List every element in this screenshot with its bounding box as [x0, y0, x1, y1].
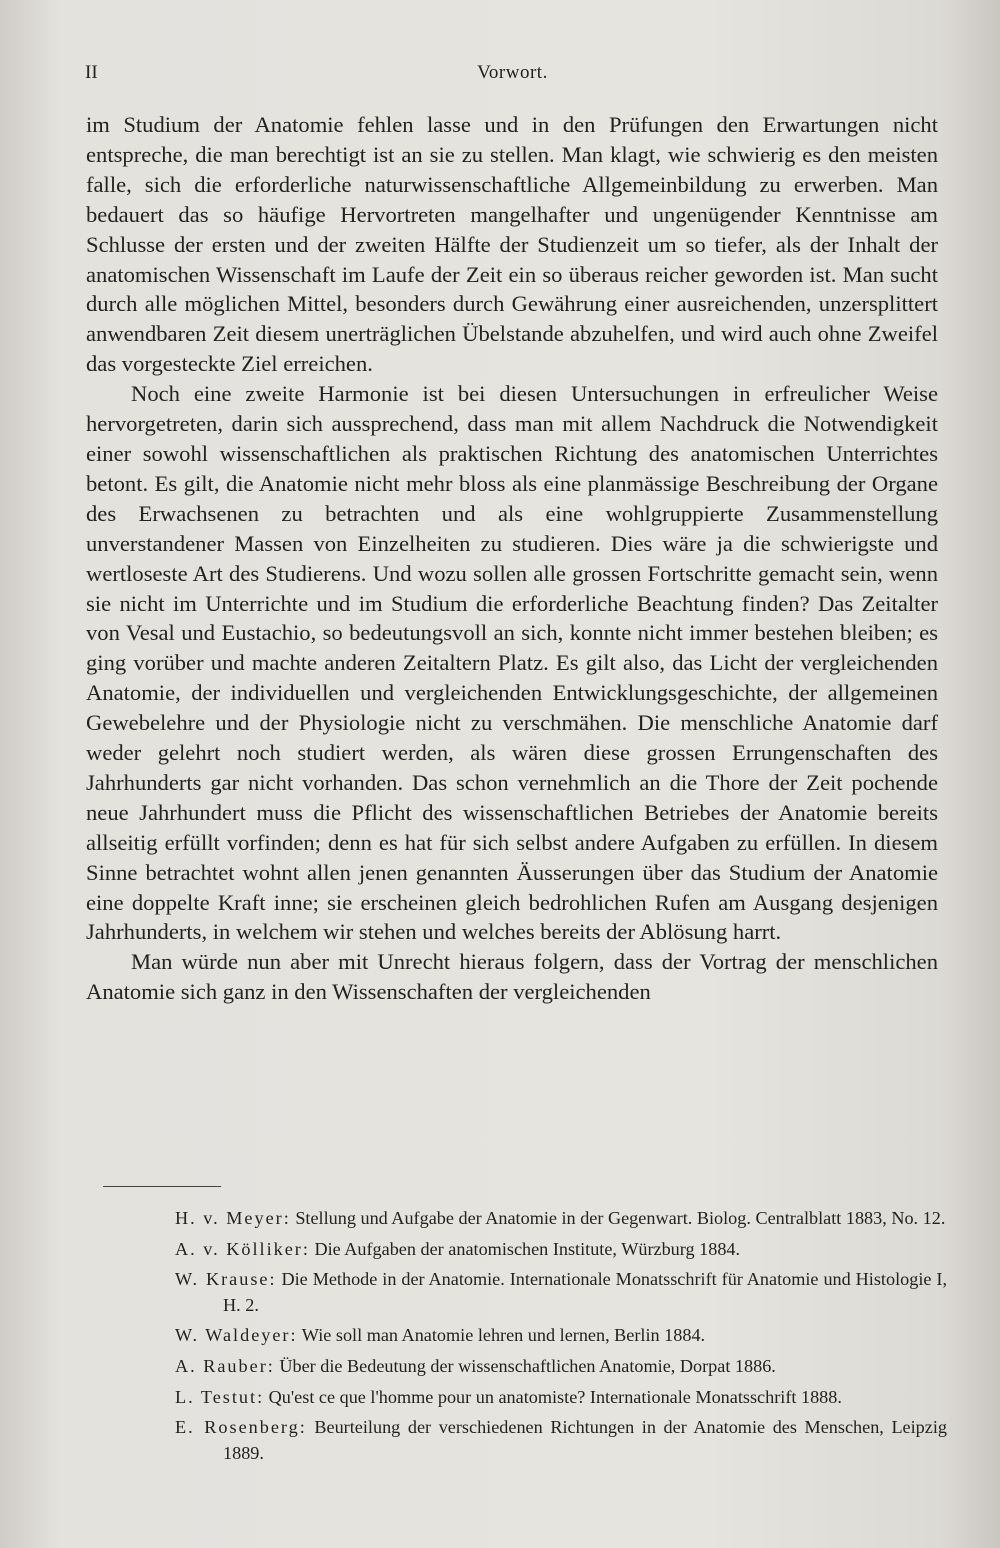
- footnote-author: L. Testut:: [175, 1386, 265, 1407]
- footnote-item: [175, 1237, 947, 1263]
- footnote-text: Qu'est ce que l'homme pour un anatomiste? Internationale Monatsschrift 1888.: [264, 1386, 842, 1407]
- footnote-item: [175, 1354, 947, 1380]
- footnote-text: Wie soll man Anatomie lehren und lernen, Berlin 1884.: [297, 1325, 706, 1346]
- footnote-author: A. Rauber:: [175, 1355, 275, 1376]
- footnote-text: Die Aufgaben der anatomischen Institute, Würzburg 1884.: [309, 1238, 741, 1259]
- paragraph-3: Man würde nun aber mit Unrecht hieraus folgern, dass der Vortrag der menschlichen Anatomie sich ganz in den Wissenschaften der vergleichenden: [86, 949, 938, 1005]
- footnote-author: W. Waldeyer:: [175, 1325, 298, 1346]
- running-title: Vorwort.: [477, 62, 548, 83]
- footnotes: [175, 1206, 947, 1471]
- footnote-author: H. v. Meyer:: [175, 1208, 291, 1228]
- footnote-item: [175, 1267, 947, 1318]
- footnote-text: Über die Bedeutung der wissenschaftlichen Anatomie, Dorpat 1886.: [274, 1355, 776, 1376]
- page-number: II: [85, 62, 98, 83]
- paragraph-2: Noch eine zweite Harmonie ist bei diesen Untersuchungen in erfreulicher Weise hervorgetreten, darin sich aussprechend, dass man mit allem Nachdruck die Notwendigkeit einer sowohl wissenschaftlichen als praktischen Richtung des anatomischen Unterrichtes betont. Es gilt, die Anatomie nicht mehr bloss als eine planmässige Beschreibung der Organe des Erwachsenen zu betrachten und als eine wohlgruppierte Zusammenstellung unverstandener Massen von Einzelheiten zu studieren. Dies wäre ja die schwierigste und wertloseste Art des Studierens. Und wozu sollen alle grossen Fortschritte gemacht sein, wenn sie nicht im Unterrichte und im Studium die erforderliche Beachtung finden? Das Zeitalter von Vesal und Eustachio, so bedeutungsvoll an sich, konnte nicht immer bestehen bleiben; es ging vorüber und machte anderen Zeitaltern Platz. Es gilt also, das Licht der vergleichenden Anatomie, der individuellen und vergleichenden Entwicklungsgeschichte, der allgemeinen Gewebelehre und der Physiologie nicht zu verschmähen. Die menschliche Anatomie darf weder gelehrt noch studiert werden, als wären diese grossen Errungenschaften des Jahrhunderts gar nicht vorhanden. Das schon vernehmlich an die Thore der Zeit pochende neue Jahrhundert muss die Pflicht des wissenschaftlichen Betriebes der Anatomie bereits allseitig erfüllt vorfinden; denn es hat für sich selbst andere Aufgaben zu erfüllen. In diesem Sinne betrachtet wohnt allen jenen genannten Äusserungen über das Studium der Anatomie eine doppelte Kraft inne; sie erscheinen gleich bedrohlichen Rufen am Ausgang desjenigen Jahrhunderts, in welchem wir stehen und welches bereits der Ablösung harrt.: [86, 381, 938, 945]
- footnote-author: E. Rosenberg:: [175, 1417, 307, 1438]
- footnote-item: [175, 1415, 947, 1466]
- footnote-text: Die Methode in der Anatomie. Internationale Monatsschrift für Anatomie und Histologie I, H. 2.: [223, 1269, 947, 1315]
- footnote-item: [175, 1323, 947, 1349]
- footnote-text: Stellung und Aufgabe der Anatomie in der Gegenwart. Biolog. Centralblatt 1883, No. 12.: [290, 1208, 946, 1228]
- footnote-author: A. v. Kölliker:: [175, 1238, 310, 1259]
- body-text: [86, 110, 938, 1007]
- footnote-item: [175, 1206, 947, 1232]
- footnote-text: Beurteilung der verschiedenen Richtungen in der Anatomie des Menschen, Leipzig 1889.: [223, 1417, 947, 1463]
- footnote-item: [175, 1385, 947, 1411]
- footnote-author: W. Krause:: [175, 1269, 277, 1290]
- footnote-separator: [103, 1186, 221, 1187]
- page-header: [85, 62, 940, 92]
- paragraph-1: im Studium der Anatomie fehlen lasse und in den Prüfungen den Erwartungen nicht entspreche, die man berechtigt ist an sie zu stellen. Man klagt, wie schwierig es den meisten falle, sich die erforderliche naturwissenschaftliche Allgemeinbildung zu erwerben. Man bedauert das so häufige Hervortreten mangelhafter und ungenügender Kenntnisse am Schlusse der ersten und der zweiten Hälfte der Studienzeit um so tiefer, als der Inhalt der anatomischen Wissenschaft im Laufe der Zeit ein so überaus reicher geworden ist. Man sucht durch alle möglichen Mittel, besonders durch Gewährung einer ausreichenden, unzersplittert anwendbaren Zeit diesem unerträglichen Übelstande abzuhelfen, und wird auch ohne Zweifel das vorgesteckte Ziel erreichen.: [86, 112, 938, 377]
